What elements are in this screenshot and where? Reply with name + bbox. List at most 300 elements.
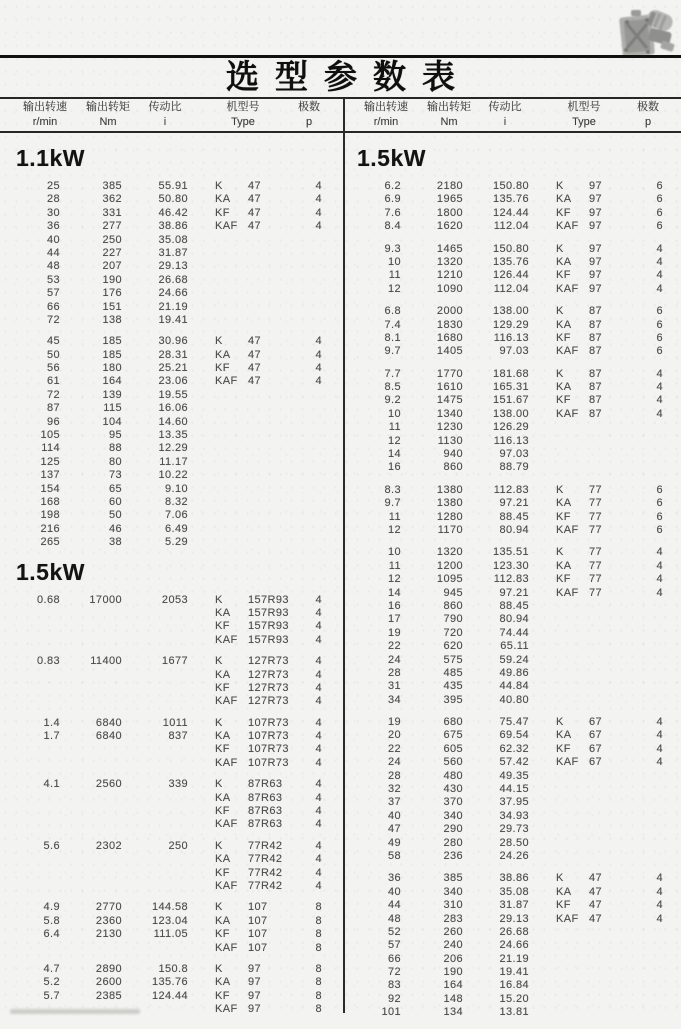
type-size-cell bbox=[589, 654, 647, 667]
type-prefix-cell: K bbox=[215, 778, 223, 791]
torque-cell: 1090 bbox=[436, 282, 463, 295]
torque-cell bbox=[60, 695, 122, 708]
speed-cell: 66 bbox=[46, 300, 60, 313]
torque-cell: 1465 bbox=[436, 242, 463, 255]
torque-cell: 1475 bbox=[436, 394, 463, 407]
poles-cell: 4 bbox=[656, 407, 663, 420]
type-size-cell: 87 bbox=[589, 318, 603, 331]
speed-cell: 11 bbox=[388, 510, 401, 523]
poles-cell bbox=[647, 667, 663, 680]
torque-cell: 148 bbox=[443, 992, 463, 1005]
type-prefix-cell: K bbox=[556, 180, 564, 192]
type-size-cell: 157R93 bbox=[248, 620, 289, 633]
table-row bbox=[351, 435, 681, 448]
ratio-cell: 49.35 bbox=[499, 769, 529, 782]
header-unit: Type bbox=[231, 115, 255, 128]
ratio-cell: 112.04 bbox=[493, 220, 529, 233]
ratio-cell: 13.35 bbox=[158, 429, 188, 442]
ratio-cell: 126.44 bbox=[492, 269, 529, 282]
scan-artifact bbox=[10, 1009, 140, 1014]
ratio-cell: 165.31 bbox=[492, 381, 529, 394]
type-size-cell: 97 bbox=[248, 962, 262, 975]
type-size-cell bbox=[589, 823, 647, 836]
type-prefix-cell bbox=[188, 301, 248, 314]
speed-cell: 7.7 bbox=[384, 367, 401, 380]
speed-cell: 10 bbox=[387, 407, 401, 420]
type-prefix-cell: KAF bbox=[556, 523, 579, 536]
ratio-cell: 97.03 bbox=[499, 345, 529, 358]
speed-cell: 1.7 bbox=[43, 730, 60, 743]
speed-cell: 66 bbox=[387, 952, 401, 965]
speed-cell bbox=[10, 669, 60, 682]
type-prefix-cell bbox=[188, 416, 248, 429]
type-prefix-cell bbox=[188, 483, 248, 496]
speed-cell: 40 bbox=[387, 885, 401, 898]
table-row bbox=[10, 963, 340, 976]
ratio-cell: 837 bbox=[168, 730, 188, 743]
speed-cell: 7.6 bbox=[384, 206, 401, 219]
torque-cell: 1230 bbox=[436, 421, 463, 434]
type-prefix-cell: KAF bbox=[556, 912, 579, 925]
table-row bbox=[351, 796, 681, 809]
poles-cell: 4 bbox=[656, 885, 663, 898]
type-prefix-cell: KA bbox=[215, 976, 231, 989]
ratio-cell: 135.76 bbox=[492, 193, 529, 206]
speed-cell bbox=[10, 634, 60, 647]
type-prefix-cell bbox=[529, 461, 589, 474]
table-row bbox=[10, 260, 340, 273]
type-size-cell: 107 bbox=[248, 914, 268, 927]
speed-cell: 22 bbox=[387, 742, 401, 755]
table-row bbox=[10, 442, 340, 455]
type-prefix-cell: K bbox=[215, 839, 223, 852]
ratio-cell: 65.11 bbox=[500, 640, 529, 653]
speed-cell: 28 bbox=[387, 666, 401, 679]
ratio-cell bbox=[122, 620, 188, 633]
poles-cell bbox=[647, 810, 663, 823]
table-block bbox=[351, 243, 681, 297]
type-prefix-cell: KF bbox=[215, 362, 230, 375]
ratio-cell bbox=[122, 669, 188, 682]
table-row bbox=[351, 408, 681, 421]
poles-cell: 4 bbox=[315, 375, 322, 388]
poles-cell: 4 bbox=[656, 394, 663, 407]
header-unit: Nm bbox=[99, 115, 117, 128]
poles-cell bbox=[647, 926, 663, 939]
torque-cell: 260 bbox=[443, 925, 463, 938]
type-prefix-cell: K bbox=[215, 180, 223, 192]
type-size-cell: 127R73 bbox=[248, 695, 289, 708]
type-size-cell: 77 bbox=[589, 523, 603, 536]
type-prefix-cell: K bbox=[215, 716, 223, 729]
ratio-cell bbox=[122, 805, 188, 818]
torque-cell: 1320 bbox=[436, 546, 463, 559]
type-size-cell bbox=[248, 314, 306, 327]
ratio-cell: 9.10 bbox=[164, 482, 188, 495]
type-prefix-cell bbox=[529, 796, 589, 809]
torque-cell bbox=[60, 867, 122, 880]
speed-cell: 14 bbox=[387, 586, 401, 599]
poles-cell bbox=[306, 483, 322, 496]
torque-cell: 560 bbox=[443, 756, 463, 769]
torque-cell: 1610 bbox=[436, 381, 463, 394]
ratio-cell: 31.87 bbox=[499, 899, 529, 912]
torque-cell: 435 bbox=[443, 680, 463, 693]
speed-cell bbox=[10, 757, 60, 770]
type-size-cell bbox=[248, 496, 306, 509]
speed-cell: 56 bbox=[46, 362, 60, 375]
poles-cell bbox=[647, 953, 663, 966]
poles-cell: 4 bbox=[315, 206, 322, 219]
ratio-cell: 1011 bbox=[162, 716, 188, 729]
ratio-cell: 37.95 bbox=[499, 796, 529, 809]
speed-cell: 48 bbox=[46, 260, 60, 273]
ratio-cell bbox=[122, 880, 188, 893]
table-block bbox=[10, 901, 340, 955]
ratio-cell: 123.30 bbox=[492, 559, 529, 572]
ratio-cell: 150.8 bbox=[158, 962, 188, 975]
torque-cell: 60 bbox=[108, 495, 122, 508]
table-row bbox=[351, 899, 681, 912]
type-prefix-cell: KAF bbox=[215, 375, 238, 388]
poles-cell bbox=[306, 509, 322, 522]
type-prefix-cell bbox=[188, 274, 248, 287]
type-prefix-cell: KF bbox=[556, 206, 571, 219]
table-row bbox=[351, 627, 681, 640]
poles-cell: 6 bbox=[656, 180, 663, 192]
table-row bbox=[351, 743, 681, 756]
type-size-cell bbox=[248, 429, 306, 442]
poles-cell: 4 bbox=[315, 818, 322, 831]
table-row bbox=[351, 939, 681, 952]
table-row bbox=[10, 496, 340, 509]
poles-cell: 4 bbox=[656, 912, 663, 925]
col-header-output-speed-left bbox=[10, 100, 80, 129]
poles-cell: 8 bbox=[315, 976, 322, 989]
poles-cell: 4 bbox=[315, 193, 322, 206]
poles-cell: 4 bbox=[656, 255, 663, 268]
table-row bbox=[10, 247, 340, 260]
col-header-type-right bbox=[546, 100, 622, 129]
col-header-poles-right bbox=[624, 100, 672, 129]
header-unit: Type bbox=[572, 115, 596, 128]
ratio-cell: 112.83 bbox=[493, 573, 529, 586]
type-size-cell bbox=[248, 260, 306, 273]
poles-cell: 4 bbox=[656, 381, 663, 394]
type-size-cell: 87 bbox=[589, 394, 603, 407]
torque-cell: 860 bbox=[443, 461, 463, 474]
poles-cell: 4 bbox=[656, 546, 663, 559]
poles-cell bbox=[306, 402, 322, 415]
ratio-cell: 6.49 bbox=[164, 522, 188, 535]
torque-cell: 6840 bbox=[95, 716, 122, 729]
table-row bbox=[10, 880, 340, 893]
torque-cell: 2302 bbox=[95, 839, 122, 852]
poles-cell: 8 bbox=[315, 914, 322, 927]
header-label: 机型号 bbox=[226, 101, 260, 113]
speed-cell: 4.1 bbox=[43, 778, 60, 791]
type-size-cell: 77R42 bbox=[248, 839, 283, 852]
type-prefix-cell bbox=[188, 469, 248, 482]
poles-cell: 4 bbox=[315, 743, 322, 756]
table-row bbox=[351, 193, 681, 206]
type-size-cell bbox=[248, 301, 306, 314]
torque-cell: 370 bbox=[443, 796, 463, 809]
torque-cell: 605 bbox=[443, 742, 463, 755]
speed-cell: 36 bbox=[46, 220, 60, 233]
type-prefix-cell: KF bbox=[215, 928, 230, 941]
table-row bbox=[10, 730, 340, 743]
poles-cell: 4 bbox=[315, 716, 322, 729]
torque-cell: 1770 bbox=[436, 367, 463, 380]
type-size-cell bbox=[589, 966, 647, 979]
type-prefix-cell: KF bbox=[556, 742, 571, 755]
poles-cell: 6 bbox=[656, 206, 663, 219]
speed-cell: 16 bbox=[387, 599, 401, 612]
speed-cell: 24 bbox=[387, 756, 401, 769]
ratio-cell: 339 bbox=[168, 778, 188, 791]
poles-cell bbox=[647, 654, 663, 667]
ratio-cell: 97.03 bbox=[499, 448, 529, 461]
poles-cell: 4 bbox=[315, 655, 322, 668]
type-prefix-cell: KA bbox=[556, 318, 572, 331]
table-row bbox=[351, 180, 681, 193]
table-row bbox=[10, 778, 340, 791]
ratio-cell: 31.87 bbox=[158, 246, 188, 259]
speed-cell: 14 bbox=[387, 448, 401, 461]
type-prefix-cell: KF bbox=[215, 805, 230, 818]
speed-cell: 6.2 bbox=[384, 180, 401, 192]
header-unit: i bbox=[503, 115, 507, 128]
poles-cell bbox=[306, 469, 322, 482]
type-size-cell: 67 bbox=[589, 742, 603, 755]
torque-cell: 95 bbox=[108, 429, 122, 442]
speed-cell: 52 bbox=[387, 925, 401, 938]
speed-cell: 216 bbox=[40, 522, 60, 535]
header-unit: r/min bbox=[373, 115, 399, 128]
poles-cell bbox=[647, 461, 663, 474]
table-row bbox=[351, 573, 681, 586]
poles-cell: 6 bbox=[656, 510, 663, 523]
speed-cell: 0.83 bbox=[36, 655, 60, 668]
table-row bbox=[351, 600, 681, 613]
table-row bbox=[351, 783, 681, 796]
type-prefix-cell bbox=[529, 953, 589, 966]
speed-cell: 22 bbox=[387, 640, 401, 653]
type-size-cell: 157R93 bbox=[248, 633, 289, 646]
poles-cell bbox=[306, 496, 322, 509]
speed-cell: 12 bbox=[387, 434, 401, 447]
ratio-cell: 16.84 bbox=[499, 979, 529, 992]
type-size-cell: 47 bbox=[589, 885, 603, 898]
table-row bbox=[351, 729, 681, 742]
ratio-cell: 28.31 bbox=[158, 348, 188, 361]
type-prefix-cell bbox=[529, 979, 589, 992]
speed-cell: 53 bbox=[46, 273, 60, 286]
type-size-cell: 47 bbox=[248, 348, 262, 361]
table-row bbox=[351, 810, 681, 823]
poles-cell bbox=[647, 783, 663, 796]
table-row bbox=[10, 287, 340, 300]
header-label: 机型号 bbox=[567, 101, 601, 113]
table-row bbox=[10, 207, 340, 220]
speed-cell: 265 bbox=[40, 536, 60, 549]
poles-cell: 6 bbox=[656, 523, 663, 536]
speed-cell: 5.8 bbox=[43, 914, 60, 927]
table-block bbox=[351, 872, 681, 1019]
table-row bbox=[10, 928, 340, 941]
ratio-cell: 1677 bbox=[161, 655, 188, 668]
torque-cell: 2600 bbox=[95, 976, 122, 989]
poles-cell: 4 bbox=[656, 282, 663, 295]
type-size-cell: 47 bbox=[248, 180, 262, 192]
poles-cell: 4 bbox=[656, 242, 663, 255]
speed-cell: 1.4 bbox=[43, 716, 60, 729]
ratio-cell: 135.76 bbox=[492, 255, 529, 268]
poles-cell bbox=[647, 823, 663, 836]
table-block bbox=[351, 180, 681, 234]
type-size-cell: 77 bbox=[589, 510, 603, 523]
speed-cell: 105 bbox=[40, 429, 60, 442]
ratio-cell: 124.44 bbox=[492, 206, 529, 219]
ratio-cell: 24.26 bbox=[499, 849, 529, 862]
ratio-cell: 28.50 bbox=[499, 836, 529, 849]
speed-cell: 72 bbox=[46, 388, 60, 401]
type-prefix-cell: K bbox=[556, 242, 564, 255]
ratio-cell: 29.13 bbox=[158, 260, 188, 273]
type-size-cell: 97 bbox=[248, 989, 262, 1002]
speed-cell: 11 bbox=[388, 421, 401, 434]
poles-cell: 8 bbox=[315, 1003, 322, 1016]
poles-cell: 4 bbox=[315, 593, 322, 606]
table-row bbox=[351, 368, 681, 381]
type-prefix-cell bbox=[529, 823, 589, 836]
torque-cell: 185 bbox=[102, 335, 122, 348]
speed-cell: 37 bbox=[387, 796, 401, 809]
type-prefix-cell bbox=[188, 442, 248, 455]
type-prefix-cell: K bbox=[215, 655, 223, 668]
ratio-cell: 88.79 bbox=[499, 461, 529, 474]
speed-cell: 9.7 bbox=[384, 497, 401, 510]
ratio-cell: 97.21 bbox=[499, 497, 529, 510]
table-row bbox=[351, 850, 681, 863]
type-size-cell bbox=[589, 600, 647, 613]
ratio-cell: 129.29 bbox=[492, 318, 529, 331]
poles-cell: 4 bbox=[315, 730, 322, 743]
type-prefix-cell bbox=[529, 421, 589, 434]
poles-cell bbox=[306, 247, 322, 260]
torque-cell: 227 bbox=[102, 246, 122, 259]
header-label: 输出转矩 bbox=[427, 101, 471, 113]
ratio-cell: 2053 bbox=[161, 593, 188, 606]
torque-cell: 206 bbox=[443, 952, 463, 965]
type-prefix-cell bbox=[529, 600, 589, 613]
ratio-cell: 138.00 bbox=[492, 407, 529, 420]
speed-cell: 101 bbox=[381, 1006, 401, 1019]
type-prefix-cell bbox=[529, 694, 589, 707]
poles-cell: 4 bbox=[315, 362, 322, 375]
poles-cell bbox=[647, 600, 663, 613]
table-row bbox=[351, 953, 681, 966]
table-row bbox=[351, 587, 681, 600]
type-size-cell: 47 bbox=[589, 912, 603, 925]
type-size-cell bbox=[589, 796, 647, 809]
speed-cell: 4.7 bbox=[43, 962, 60, 975]
type-size-cell: 77 bbox=[589, 559, 603, 572]
type-size-cell bbox=[589, 461, 647, 474]
table-row bbox=[10, 429, 340, 442]
table-row bbox=[10, 469, 340, 482]
type-size-cell bbox=[248, 402, 306, 415]
torque-cell bbox=[60, 818, 122, 831]
type-prefix-cell bbox=[188, 314, 248, 327]
table-row bbox=[351, 756, 681, 769]
torque-cell: 940 bbox=[443, 448, 463, 461]
speed-cell: 9.7 bbox=[384, 345, 401, 358]
type-prefix-cell: K bbox=[556, 367, 564, 380]
ratio-cell: 138.00 bbox=[492, 305, 529, 318]
poles-cell bbox=[306, 523, 322, 536]
type-prefix-cell: KA bbox=[556, 255, 572, 268]
ratio-cell: 40.80 bbox=[499, 693, 529, 706]
poles-cell bbox=[647, 435, 663, 448]
speed-cell bbox=[10, 682, 60, 695]
type-size-cell bbox=[589, 993, 647, 1006]
ratio-cell: 19.41 bbox=[499, 966, 529, 979]
type-size-cell: 157R93 bbox=[248, 606, 289, 619]
type-prefix-cell: KAF bbox=[215, 756, 238, 769]
page-title: 选型参数表 bbox=[226, 58, 471, 95]
col-header-ratio-left bbox=[138, 100, 192, 129]
poles-cell bbox=[306, 389, 322, 402]
table-row bbox=[351, 823, 681, 836]
type-prefix-cell bbox=[188, 247, 248, 260]
ratio-cell: 123.04 bbox=[151, 914, 188, 927]
type-prefix-cell: KAF bbox=[215, 879, 238, 892]
type-size-cell: 127R73 bbox=[248, 681, 289, 694]
speed-cell bbox=[10, 942, 60, 955]
speed-cell: 32 bbox=[387, 783, 401, 796]
type-size-cell bbox=[589, 680, 647, 693]
ratio-cell bbox=[122, 607, 188, 620]
speed-cell bbox=[10, 805, 60, 818]
speed-cell: 87 bbox=[46, 402, 60, 415]
type-size-cell: 77 bbox=[589, 573, 603, 586]
table-block bbox=[10, 180, 340, 327]
speed-cell: 96 bbox=[46, 415, 60, 428]
poles-cell bbox=[647, 421, 663, 434]
speed-cell: 125 bbox=[40, 455, 60, 468]
type-prefix-cell: KAF bbox=[215, 695, 238, 708]
poles-cell: 4 bbox=[656, 586, 663, 599]
table-row bbox=[10, 695, 340, 708]
type-size-cell: 107 bbox=[248, 901, 268, 914]
type-prefix-cell: K bbox=[556, 305, 564, 318]
poles-cell bbox=[306, 429, 322, 442]
type-size-cell: 67 bbox=[589, 716, 603, 729]
speed-cell: 5.7 bbox=[43, 989, 60, 1002]
poles-cell: 6 bbox=[656, 497, 663, 510]
type-size-cell: 87R63 bbox=[248, 818, 283, 831]
ratio-cell bbox=[122, 634, 188, 647]
type-size-cell bbox=[248, 456, 306, 469]
type-prefix-cell bbox=[529, 680, 589, 693]
type-prefix-cell bbox=[529, 850, 589, 863]
table-row bbox=[10, 853, 340, 866]
header-label: 极数 bbox=[298, 101, 320, 113]
torque-cell: 11400 bbox=[90, 655, 122, 668]
poles-cell: 4 bbox=[315, 778, 322, 791]
